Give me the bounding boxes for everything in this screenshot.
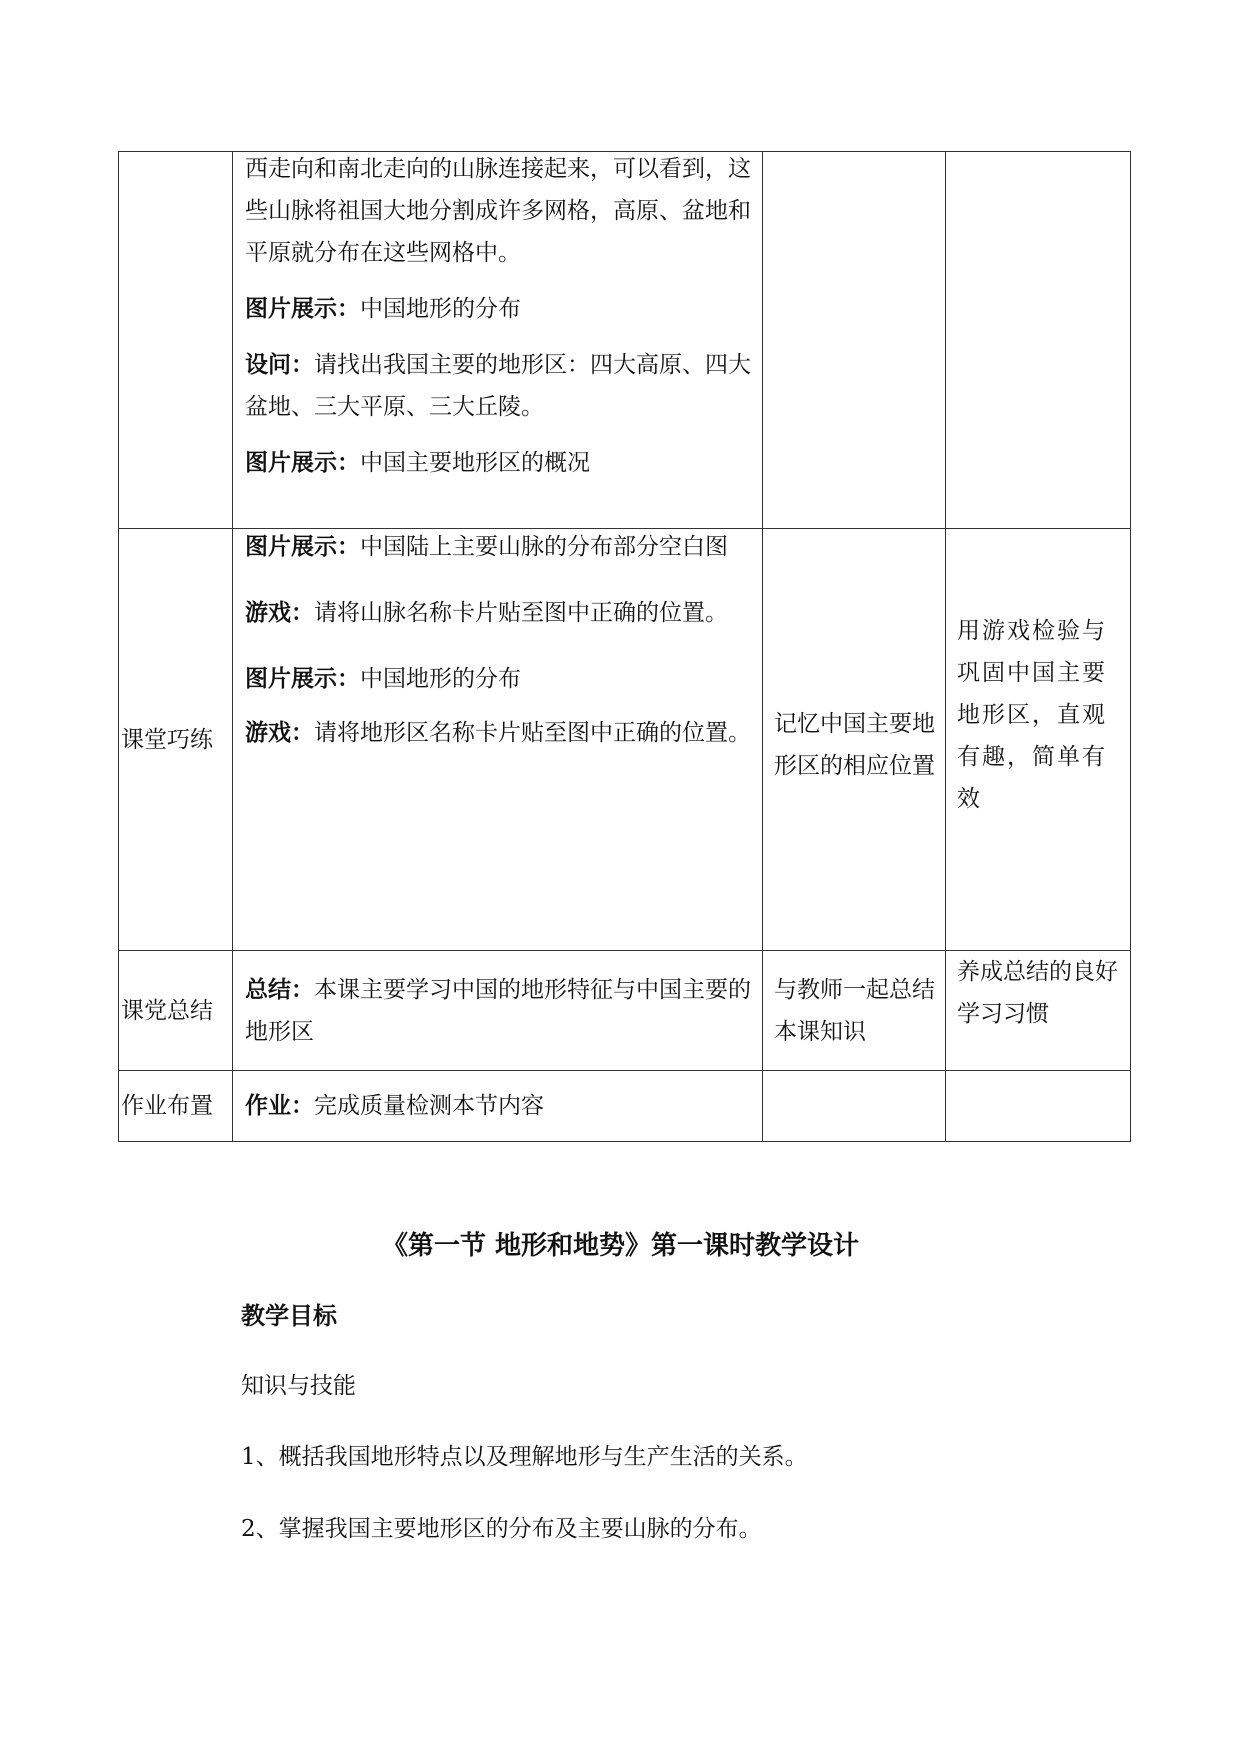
paragraph-text: 中国陆上主要山脉的分布部分空白图: [360, 534, 728, 560]
paragraph: [245, 442, 752, 484]
teacher-activity-cell: [233, 951, 763, 1071]
section-heading: 教学目标: [241, 1301, 337, 1330]
design-intent-cell: [946, 951, 1131, 1071]
table-row: [119, 951, 1131, 1071]
table-row: [119, 529, 1131, 951]
stage-cell: 作业布置: [119, 1071, 233, 1142]
paragraph-text: 完成质量检测本节内容: [314, 1093, 544, 1119]
paragraph-text: 请将山脉名称卡片贴至图中正确的位置。: [314, 600, 728, 626]
student-activity-cell: [763, 529, 946, 951]
paragraph: [245, 969, 752, 1053]
design-intent-text: 养成总结的良好学习习惯: [957, 959, 1118, 1027]
paragraph: [245, 1085, 752, 1127]
design-intent-cell: [946, 1071, 1131, 1142]
paragraph-text: 中国地形的分布: [360, 666, 521, 692]
stage-cell: [119, 152, 233, 529]
table-row: [119, 1071, 1131, 1142]
list-item: 2、掌握我国主要地形区的分布及主要山脉的分布。: [241, 1516, 762, 1542]
student-activity-text: 与教师一起总结本课知识: [774, 976, 935, 1045]
bold-label: 游戏：: [245, 599, 314, 626]
stage-cell: 课堂巧练: [119, 529, 233, 951]
student-activity-cell: [763, 152, 946, 529]
design-intent-cell: [946, 529, 1131, 951]
paragraph-text: 请将地形区名称卡片贴至图中正确的位置。: [314, 720, 751, 746]
paragraph: [245, 288, 752, 330]
bold-label: 设问：: [245, 351, 314, 378]
lesson-plan-table: [118, 151, 1131, 1142]
bold-label: 图片展示：: [245, 449, 360, 476]
paragraph: [245, 658, 752, 700]
paragraph: 西走向和南北走向的山脉连接起来，可以看到，这些山脉将祖国大地分割成许多网格，高原、盆地和平原就分布在这些网格中。: [245, 156, 751, 266]
paragraph-text: 本课主要学习中国的地形特征与中国主要的地形区: [245, 976, 751, 1045]
design-intent-cell: [946, 152, 1131, 529]
student-activity-cell: [763, 951, 946, 1071]
teacher-activity-cell: [233, 529, 763, 951]
paragraph-text: 中国主要地形区的概况: [360, 450, 590, 476]
teacher-activity-cell: [233, 1071, 763, 1142]
paragraph: [245, 526, 752, 568]
subheading: 知识与技能: [241, 1373, 356, 1399]
paragraph-text: 请找出我国主要的地形区：四大高原、四大盆地、三大平原、三大丘陵。: [245, 352, 751, 420]
bold-label: 图片展示：: [245, 665, 360, 692]
student-activity-cell: [763, 1071, 946, 1142]
paragraph-text: 中国地形的分布: [360, 296, 521, 322]
paragraph: [245, 712, 752, 754]
student-activity-text: 记忆中国主要地形区的相应位置: [774, 710, 935, 779]
bold-label: 图片展示：: [245, 295, 360, 322]
table-row: [119, 152, 1131, 529]
stage-cell: 课党总结: [119, 951, 233, 1071]
bold-label: 图片展示：: [245, 533, 360, 560]
list-item: 1、概括我国地形特点以及理解地形与生产生活的关系。: [241, 1444, 808, 1470]
teacher-activity-cell: [233, 152, 763, 529]
paragraph: [245, 592, 752, 634]
paragraph: [245, 344, 752, 428]
page-title: 《第一节 地形和地势》第一课时教学设计: [381, 1231, 860, 1261]
bold-label: 总结：: [245, 975, 314, 1003]
bold-label: 游戏：: [245, 719, 314, 746]
design-intent-text: 用游戏检验与巩固中国主要地形区，直观有趣，简单有效: [957, 617, 1107, 812]
bold-label: 作业：: [245, 1092, 314, 1119]
